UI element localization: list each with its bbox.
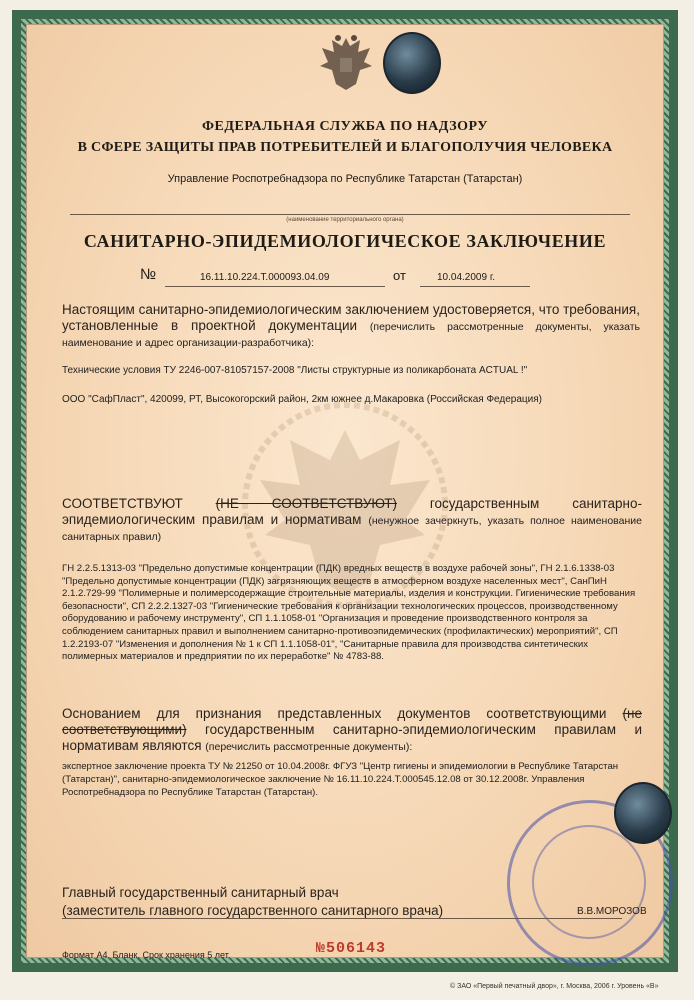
basis-hint: (перечислить рассмотренные документы): — [205, 741, 413, 753]
date-underline — [420, 286, 530, 287]
section2-hint: (ненужное зачеркнуть, указать полное наименование санитарных правил) — [62, 515, 642, 543]
signatory-role: Главный государственный санитарный врач — [62, 885, 339, 900]
section1-intro-text: Настоящим санитарно-эпидемиологическим заключением удостоверяется, что требования, установленные в проектной документации — [62, 302, 640, 333]
not-conform-struck: (НЕ СООТВЕТСТВУЮТ) — [215, 496, 398, 511]
signatory-deputy: (заместитель главного государственного санитарного врача) — [62, 903, 444, 918]
basis-rest: государственным санитарно-эпидемиологическим правилам и нормативам являются — [62, 722, 642, 753]
developer-organization: ООО "СафПласт", 420099, РТ, Высокогорский район, 2км южнее д.Макаровка (Российская Федерация) — [62, 394, 542, 405]
hologram-sticker-icon — [614, 782, 672, 844]
basis-struck: (не соответствующими) — [62, 706, 642, 737]
number-label: № — [140, 266, 157, 283]
sanitary-rules-list: ГН 2.2.5.1313-03 "Предельно допустимые концентрации (ПДК) вредных веществ в воздухе рабочей зоны", ГН 2.1.6.1338-03 "Предельно допустимые концентрации (ПДК) загрязняющих веществ в атмосферном воздухе населенных мест", СанПиН 2.1.2.729-99 "Полимерные и полимерсодержащие строительные материалы, изделия и конструкции. Гигиенические требования безопасности", СП 2.2.2.1327-03 "Гигиенические требования к организации технологических процессов, производственному оборудованию и рабочему инструменту", СП 1.1.1058-01 "Организация и проведение производственного контроля за соблюдением санитарных правил и выполнением санитарно-противоэпидемических (профилактических) мероприятий", СП 1.2.2193-07 "Изменения и дополнения № 1 к СП 1.1.1058-01", "Санитарные правила для производства синтетических полимерных материалов и предприятии по их переработке" № 4783-88. — [62, 563, 636, 663]
section2-rules-intro: государственным санитарно-эпидемиологическим правилам и нормативам — [62, 496, 642, 527]
signatory-name: В.В.МОРОЗОВ — [577, 906, 647, 917]
form-format: Формат А4. Бланк. Срок хранения 5 лет. — [62, 950, 231, 960]
document-date: 10.04.2009 г. — [437, 272, 496, 283]
printer-imprint: © ЗАО «Первый печатный двор», г. Москва, 2006 г. Уровень «В» — [450, 983, 659, 990]
agency-line-2: В СФЕРЕ ЗАЩИТЫ ПРАВ ПОТРЕБИТЕЛЕЙ И БЛАГОПОЛУЧИЯ ЧЕЛОВЕКА — [77, 140, 613, 155]
serial-number: №506143 — [316, 940, 387, 957]
signature-line — [62, 918, 622, 919]
hologram-seal-icon — [383, 32, 441, 94]
agency-line-1: ФЕДЕРАЛЬНАЯ СЛУЖБА ПО НАДЗОРУ — [201, 119, 488, 134]
double-headed-eagle-emblem-icon — [316, 32, 376, 96]
authority-underline — [70, 214, 630, 215]
section2-conformity — [62, 496, 642, 544]
section1-intro — [62, 302, 640, 350]
section3-basis — [62, 706, 642, 754]
reviewed-document: Технические условия ТУ 2246-007-81057157-2008 "Листы структурные из поликарбоната ACTUAL !" — [62, 365, 528, 376]
document-number: 16.11.10.224.Т.000093.04.09 — [200, 272, 330, 283]
territorial-authority: Управление Роспотребнадзора по Республике Татарстан (Татарстан) — [167, 173, 523, 185]
basis-text: Основанием для признания представленных документов соответствующими — [62, 706, 607, 721]
document-title: САНИТАРНО-ЭПИДЕМИОЛОГИЧЕСКОЕ ЗАКЛЮЧЕНИЕ — [83, 231, 607, 251]
conform-word: СООТВЕТСТВУЮТ — [62, 496, 183, 511]
authority-caption: (наименование территориального органа) — [286, 217, 404, 223]
date-label: от — [393, 268, 406, 283]
basis-documents: экспертное заключение проекта ТУ № 21250 от 10.04.2008г. ФГУЗ "Центр гигиены и эпидемиологии в Республике Татарстан (Татарстан)", санитарно-эпидемиологическое заключение № 16.11.10.224.Т.000545.12.08 от 30.12.2008г. Управления Роспотребнадзора по Республике Татарстан (Татарстан). — [62, 761, 619, 798]
section1-intro-hint: (перечислить рассмотренные документы, указать наименование и адрес организации-разработчика): — [62, 321, 640, 349]
number-underline — [165, 286, 385, 287]
